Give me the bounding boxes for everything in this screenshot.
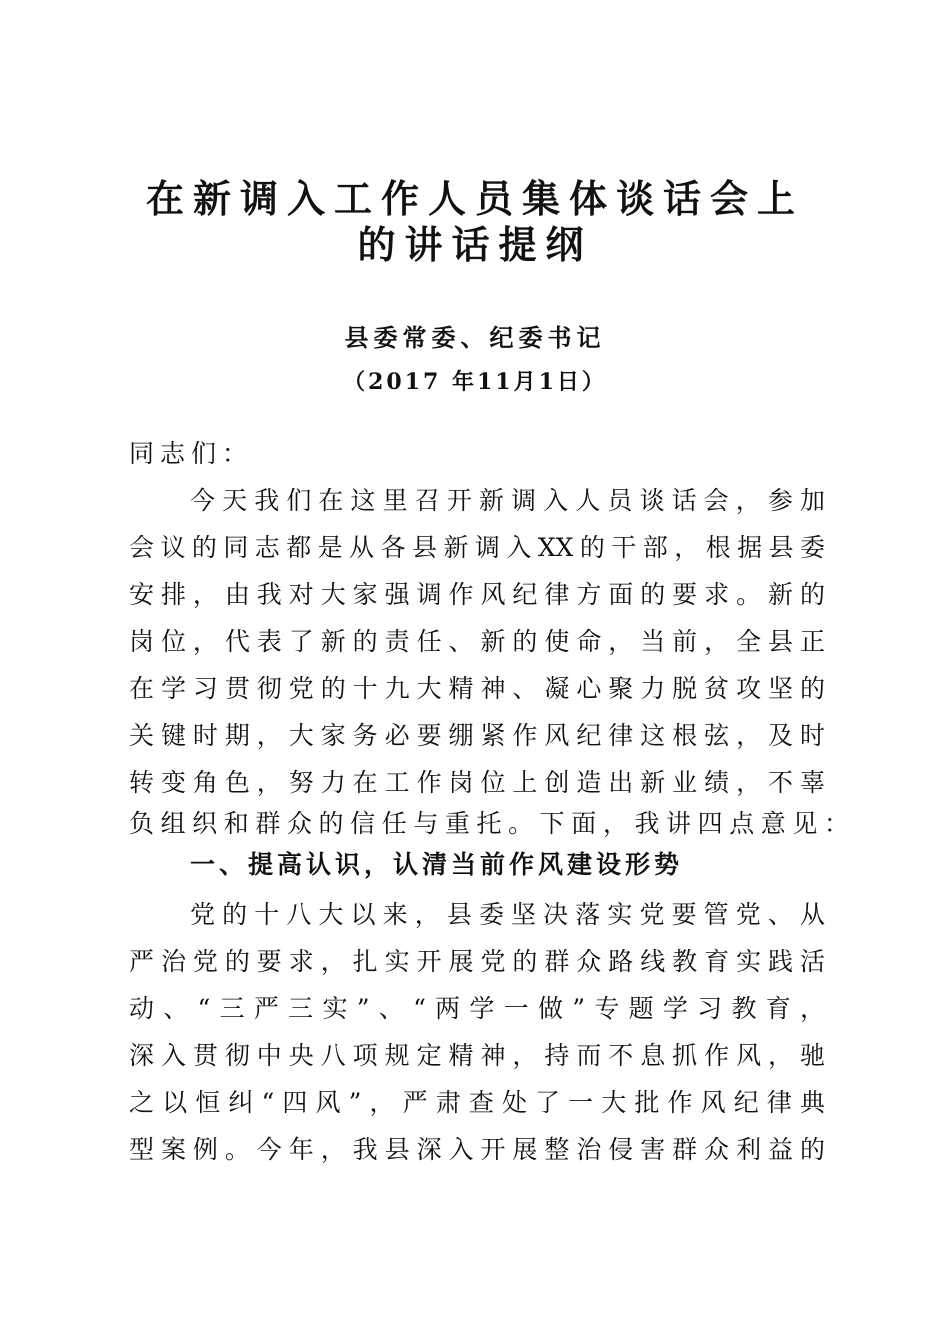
para1-line: 在学习贯彻党的十九大精神、凝心聚力脱贫攻坚的 xyxy=(129,674,825,703)
para1-line: 关键时期，大家务必要绷紧作风纪律这根弦，及时 xyxy=(129,721,825,750)
para1-line: 会议的同志都是从各县新调入XX的干部，根据县委 xyxy=(129,533,825,562)
para1-line: 转变角色，努力在工作岗位上创造出新业绩，不辜 xyxy=(129,768,825,797)
para2-line: 动、“三严三实”、“两学一做”专题学习教育， xyxy=(129,994,825,1023)
para1-line: 岗位，代表了新的责任、新的使命，当前，全县正 xyxy=(129,627,825,656)
section-heading-1: 一、提高认识，认清当前作风建设形势 xyxy=(190,850,684,879)
para2-line: 之以恒纠“四风”，严肃查处了一大批作风纪律典 xyxy=(129,1088,825,1117)
para2-line: 深入贯彻中央八项规定精神，持而不息抓作风，驰 xyxy=(129,1041,825,1070)
para1-line: 今天我们在这里召开新调入人员谈话会，参加 xyxy=(190,486,825,515)
author-line: 县委常委、纪委书记 xyxy=(344,323,606,352)
para2-line: 型案例。今年，我县深入开展整治侵害群众利益的 xyxy=(129,1135,825,1164)
date-line: （2017 年11月1日） xyxy=(343,369,607,395)
document-title-line1: 在新调入工作人员集体谈话会上 xyxy=(145,176,804,221)
para2-line: 党的十八大以来，县委坚决落实党要管党、从 xyxy=(190,900,825,929)
para1-line: 安排，由我对大家强调作风纪律方面的要求。新的 xyxy=(129,580,825,609)
greeting: 同志们： xyxy=(129,439,254,468)
document-title-line2: 的讲话提纲 xyxy=(357,222,593,267)
para2-line: 严治党的要求，扎实开展党的群众路线教育实践活 xyxy=(129,947,825,976)
para1-line: 负组织和群众的信任与重托。下面，我讲四点意见： xyxy=(129,809,849,838)
